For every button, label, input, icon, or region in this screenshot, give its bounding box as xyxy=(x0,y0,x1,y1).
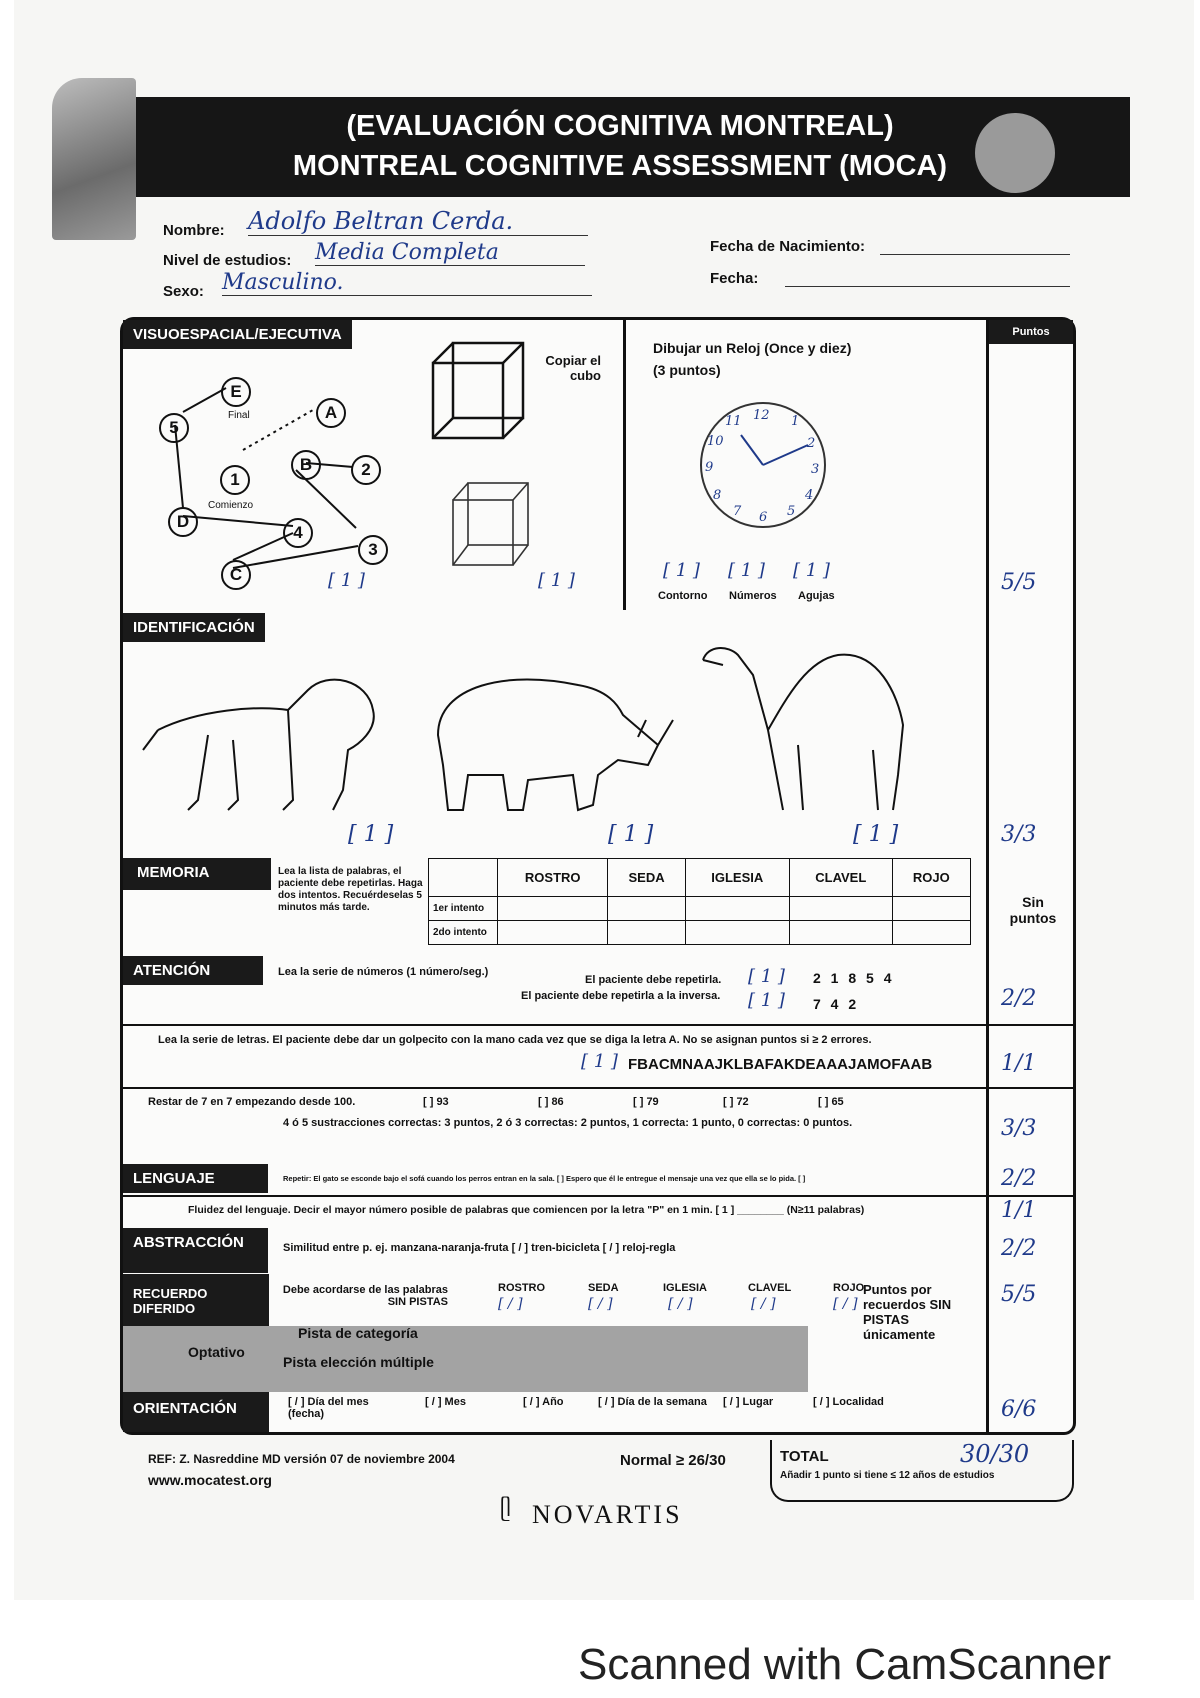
dob-label: Fecha de Nacimiento: xyxy=(710,238,866,255)
forward-instruction: El paciente debe repetirla. xyxy=(585,974,722,986)
memory-cell xyxy=(498,897,608,921)
svg-text:6: 6 xyxy=(759,510,768,525)
recall-total: 5/5 xyxy=(1001,1282,1037,1307)
recall-points-divider xyxy=(986,1274,989,1392)
serial-instruction: Restar de 7 en 7 empezando desde 100. xyxy=(148,1096,356,1108)
serial-rule: 4 ó 5 sustracciones correctas: 3 puntos, 2 ó 3 correctas: 2 puntos, 1 correcta: 1 punto, 0 correctas: 0 puntos. xyxy=(283,1117,853,1129)
backward-digits: 7 4 2 xyxy=(813,996,860,1012)
attention-tag: ATENCIÓN xyxy=(123,956,263,985)
camel-drawing xyxy=(698,635,918,820)
sex-value: Masculino. xyxy=(222,270,592,296)
cube-drawing xyxy=(448,475,538,575)
memory-cell xyxy=(608,897,685,921)
serial-93: [ ] 93 xyxy=(423,1096,449,1108)
title-line-1: (EVALUACIÓN COGNITIVA MONTREAL) xyxy=(346,110,894,142)
camscanner-watermark: Scanned with CamScanner xyxy=(578,1640,1112,1689)
abstraction-tag: ABSTRACCIÓN xyxy=(123,1228,268,1273)
recall-mark-2: [ / ] xyxy=(588,1296,613,1312)
memory-table xyxy=(428,858,971,945)
points-header: Puntos xyxy=(989,320,1073,344)
visuospatial-total: 5/5 xyxy=(1001,570,1037,595)
svg-text:9: 9 xyxy=(705,460,714,475)
date-label: Fecha: xyxy=(710,270,759,287)
abstraction-text: Similitud entre p. ej. manzana-naranja-fruta [ / ] tren-bicicleta [ / ] reloj-regla xyxy=(283,1242,676,1254)
language-tag: LENGUAJE xyxy=(123,1164,268,1193)
lion-drawing xyxy=(138,650,388,820)
language-fluency: Fluidez del lenguaje. Decir el mayor número posible de palabras que comiencen por la letra "P" en 1 min. [ 1 ] ________ (N≥11 palabras) xyxy=(188,1204,865,1216)
recall-mark-5: [ / ] xyxy=(833,1296,858,1312)
serial-86: [ ] 86 xyxy=(538,1096,564,1108)
memory-word-4: CLAVEL xyxy=(789,859,892,897)
studies-value: Media Completa xyxy=(315,240,585,266)
language-divider xyxy=(123,1195,1073,1197)
memory-cell xyxy=(789,921,892,945)
memory-cell xyxy=(685,921,789,945)
recall-word-3: IGLESIA xyxy=(663,1282,708,1294)
total-note: Añadir 1 punto si tiene ≤ 12 años de estudios xyxy=(780,1470,995,1481)
abstraction-total: 2/2 xyxy=(1001,1236,1037,1261)
memory-corner xyxy=(429,859,498,897)
memory-trial-2: 2do intento xyxy=(429,921,498,945)
language-repeat: Repetir: El gato se esconde bajo el sofá cuando los perros entran en la sala. [ ] Espero que él le entregue el mensaje una vez que ella se lo pida. [ ] xyxy=(283,1174,806,1183)
camel-score: [ 1 ] xyxy=(853,822,899,847)
language-points-divider xyxy=(986,1164,989,1228)
repeat-total: 2/2 xyxy=(1001,1166,1037,1191)
lion-score: [ 1 ] xyxy=(348,822,394,847)
name-label: Nombre: xyxy=(163,222,225,239)
trail-start-label: Comienzo xyxy=(208,500,254,511)
header-circle xyxy=(975,113,1055,193)
website: www.mocatest.org xyxy=(148,1472,272,1488)
letters-instruction: Lea la serie de letras. El paciente debe dar un golpecito con la mano cada vez que se diga la letra A. No se asignan puntos si ≥ 2 errores. xyxy=(158,1034,872,1046)
section-visuospatial xyxy=(120,317,1076,616)
orientation-year: [ / ] Año xyxy=(523,1396,564,1408)
recall-mark-1: [ / ] xyxy=(498,1296,523,1312)
rhino-score: [ 1 ] xyxy=(608,822,654,847)
memory-cell xyxy=(892,897,970,921)
clock-label-numbers: Números xyxy=(729,590,777,602)
studies-label: Nivel de estudios: xyxy=(163,252,292,269)
section-orientation xyxy=(120,1392,1076,1435)
backward-score: [ 1 ] xyxy=(748,990,785,1011)
recall-tag: RECUERDO DIFERIDO xyxy=(123,1274,269,1332)
orientation-month: [ / ] Mes xyxy=(425,1396,466,1408)
total-label: TOTAL xyxy=(780,1448,829,1465)
memory-cell xyxy=(498,921,608,945)
serial-total: 3/3 xyxy=(1001,1116,1037,1141)
section-memory xyxy=(120,858,1076,959)
clock-points: (3 puntos) xyxy=(653,362,721,378)
optional-label: Optativo xyxy=(188,1344,245,1360)
memory-word-2: SEDA xyxy=(608,859,685,897)
recall-mark-4: [ / ] xyxy=(751,1296,776,1312)
trail-score: [ 1 ] xyxy=(328,570,365,591)
trail-node-a: A xyxy=(316,398,346,428)
letters-total: 1/1 xyxy=(1001,1051,1037,1076)
svg-text:2: 2 xyxy=(807,436,816,451)
forward-digits: 2 1 8 5 4 xyxy=(813,970,895,986)
clock-score-contour: [ 1 ] xyxy=(663,560,700,581)
svg-text:5: 5 xyxy=(787,504,796,519)
svg-text:1: 1 xyxy=(791,414,800,429)
title-line-2: MONTREAL COGNITIVE ASSESSMENT (MOCA) xyxy=(292,150,948,182)
serial-79: [ ] 79 xyxy=(633,1096,659,1108)
trail-node-b: B xyxy=(291,450,321,480)
naming-total: 3/3 xyxy=(1001,822,1037,847)
memory-word-5: ROJO xyxy=(892,859,970,897)
memory-no-points: Sin puntos xyxy=(1009,894,1057,926)
date-line xyxy=(785,286,1070,287)
rhino-drawing xyxy=(418,665,678,825)
trail-node-d: D xyxy=(168,507,198,537)
orientation-place: [ / ] Lugar xyxy=(723,1396,774,1408)
section-attention xyxy=(120,956,1076,1167)
svg-text:4: 4 xyxy=(805,488,814,503)
letters-score: [ 1 ] xyxy=(581,1051,618,1072)
section-language xyxy=(120,1164,1076,1231)
visuospatial-divider xyxy=(623,320,626,613)
memory-instruction: Lea la lista de palabras, el paciente debe repetirlas. Haga dos intentos. Recuérdeselas 5 minutos más tarde. xyxy=(278,866,423,913)
memory-cell xyxy=(685,897,789,921)
fluency-total: 1/1 xyxy=(1001,1198,1037,1223)
serial-65: [ ] 65 xyxy=(818,1096,844,1108)
svg-text:3: 3 xyxy=(811,462,820,477)
trail-node-4: 4 xyxy=(283,518,313,548)
letters-sequence: FBACMNAAJKLBAFAKDEAAAJAMOFAAB xyxy=(628,1056,933,1073)
recall-mark-3: [ / ] xyxy=(668,1296,693,1312)
backward-instruction: El paciente debe repetirla a la inversa. xyxy=(521,990,721,1002)
clock-score-hands: [ 1 ] xyxy=(793,560,830,581)
trail-node-5: 5 xyxy=(159,413,189,443)
naming-points-divider xyxy=(986,610,989,858)
memory-cell xyxy=(892,921,970,945)
section-recall xyxy=(120,1274,1076,1395)
trail-node-c: C xyxy=(221,560,251,590)
orientation-city: [ / ] Localidad xyxy=(813,1396,884,1408)
memory-cell xyxy=(789,897,892,921)
clock-label-contour: Contorno xyxy=(658,590,708,602)
trail-node-2: 2 xyxy=(351,455,381,485)
clock-label-hands: Agujas xyxy=(798,590,835,602)
trail-node-1: 1 xyxy=(220,465,250,495)
trail-node-e: E xyxy=(221,377,251,407)
memory-cell xyxy=(608,921,685,945)
recall-word-1: ROSTRO xyxy=(498,1282,546,1294)
trail-final-label: Final xyxy=(228,410,250,421)
visuospatial-points-divider xyxy=(986,320,989,613)
multiple-choice-cue: Pista elección múltiple xyxy=(283,1354,434,1370)
serial-72: [ ] 72 xyxy=(723,1096,749,1108)
svg-text:12: 12 xyxy=(753,408,770,423)
attention-divider-1 xyxy=(123,1024,1073,1026)
naming-tag: IDENTIFICACIÓN xyxy=(123,613,265,642)
normal-threshold: Normal ≥ 26/30 xyxy=(620,1452,726,1469)
attention-divider-2 xyxy=(123,1087,1073,1089)
digits-total: 2/2 xyxy=(1001,986,1037,1011)
section-abstraction xyxy=(120,1228,1076,1277)
dob-line xyxy=(880,254,1070,255)
memory-points-divider xyxy=(986,858,989,956)
attention-points-divider xyxy=(986,956,989,1164)
forward-score: [ 1 ] xyxy=(748,966,785,987)
recall-instruction: Debe acordarse de las palabras SIN PISTAS xyxy=(282,1284,448,1308)
clock-drawing xyxy=(693,395,833,535)
cube-model xyxy=(428,338,528,448)
clock-title: Dibujar un Reloj (Once y diez) xyxy=(653,340,852,356)
reference: REF: Z. Nasreddine MD versión 07 de noviembre 2004 xyxy=(148,1452,455,1466)
category-cue: Pista de categoría xyxy=(298,1325,418,1341)
copy-cube-label: Copiar el cubo xyxy=(545,353,601,383)
orientation-day: [ / ] Día del mes (fecha) xyxy=(288,1396,369,1420)
recall-word-2: SEDA xyxy=(588,1282,619,1294)
sex-label: Sexo: xyxy=(163,283,204,300)
novartis-brand: NOVARTIS xyxy=(532,1500,683,1529)
trail-node-3: 3 xyxy=(358,535,388,565)
svg-text:8: 8 xyxy=(713,488,722,503)
svg-text:10: 10 xyxy=(707,434,724,449)
name-value: Adolfo Beltran Cerda. xyxy=(248,207,588,236)
memory-tag: MEMORIA xyxy=(123,858,271,890)
digits-instruction: Lea la serie de números (1 número/seg.) xyxy=(278,966,489,978)
orientation-points-divider xyxy=(986,1392,989,1432)
svg-text:11: 11 xyxy=(725,414,742,429)
recall-word-5: ROJO xyxy=(833,1282,865,1294)
memory-word-1: ROSTRO xyxy=(498,859,608,897)
svg-text:7: 7 xyxy=(733,504,742,519)
visuospatial-tag: VISUOESPACIAL/EJECUTIVA xyxy=(123,320,352,349)
orientation-total: 6/6 xyxy=(1001,1397,1037,1422)
clock-score-numbers: [ 1 ] xyxy=(728,560,765,581)
orientation-weekday: [ / ] Día de la semana xyxy=(598,1396,707,1408)
recall-points-note: Puntos por recuerdos SIN PISTAS únicamente xyxy=(863,1282,952,1342)
memory-trial-1: 1er intento xyxy=(429,897,498,921)
total-value: 30/30 xyxy=(960,1440,1030,1468)
memory-word-3: IGLESIA xyxy=(685,859,789,897)
recall-word-4: CLAVEL xyxy=(748,1282,792,1294)
novartis-logo-icon: ᥫ xyxy=(500,1496,512,1521)
section-naming xyxy=(120,610,1076,861)
cube-score: [ 1 ] xyxy=(538,570,575,591)
orientation-tag: ORIENTACIÓN xyxy=(123,1392,269,1432)
abstraction-points-divider xyxy=(986,1228,989,1274)
